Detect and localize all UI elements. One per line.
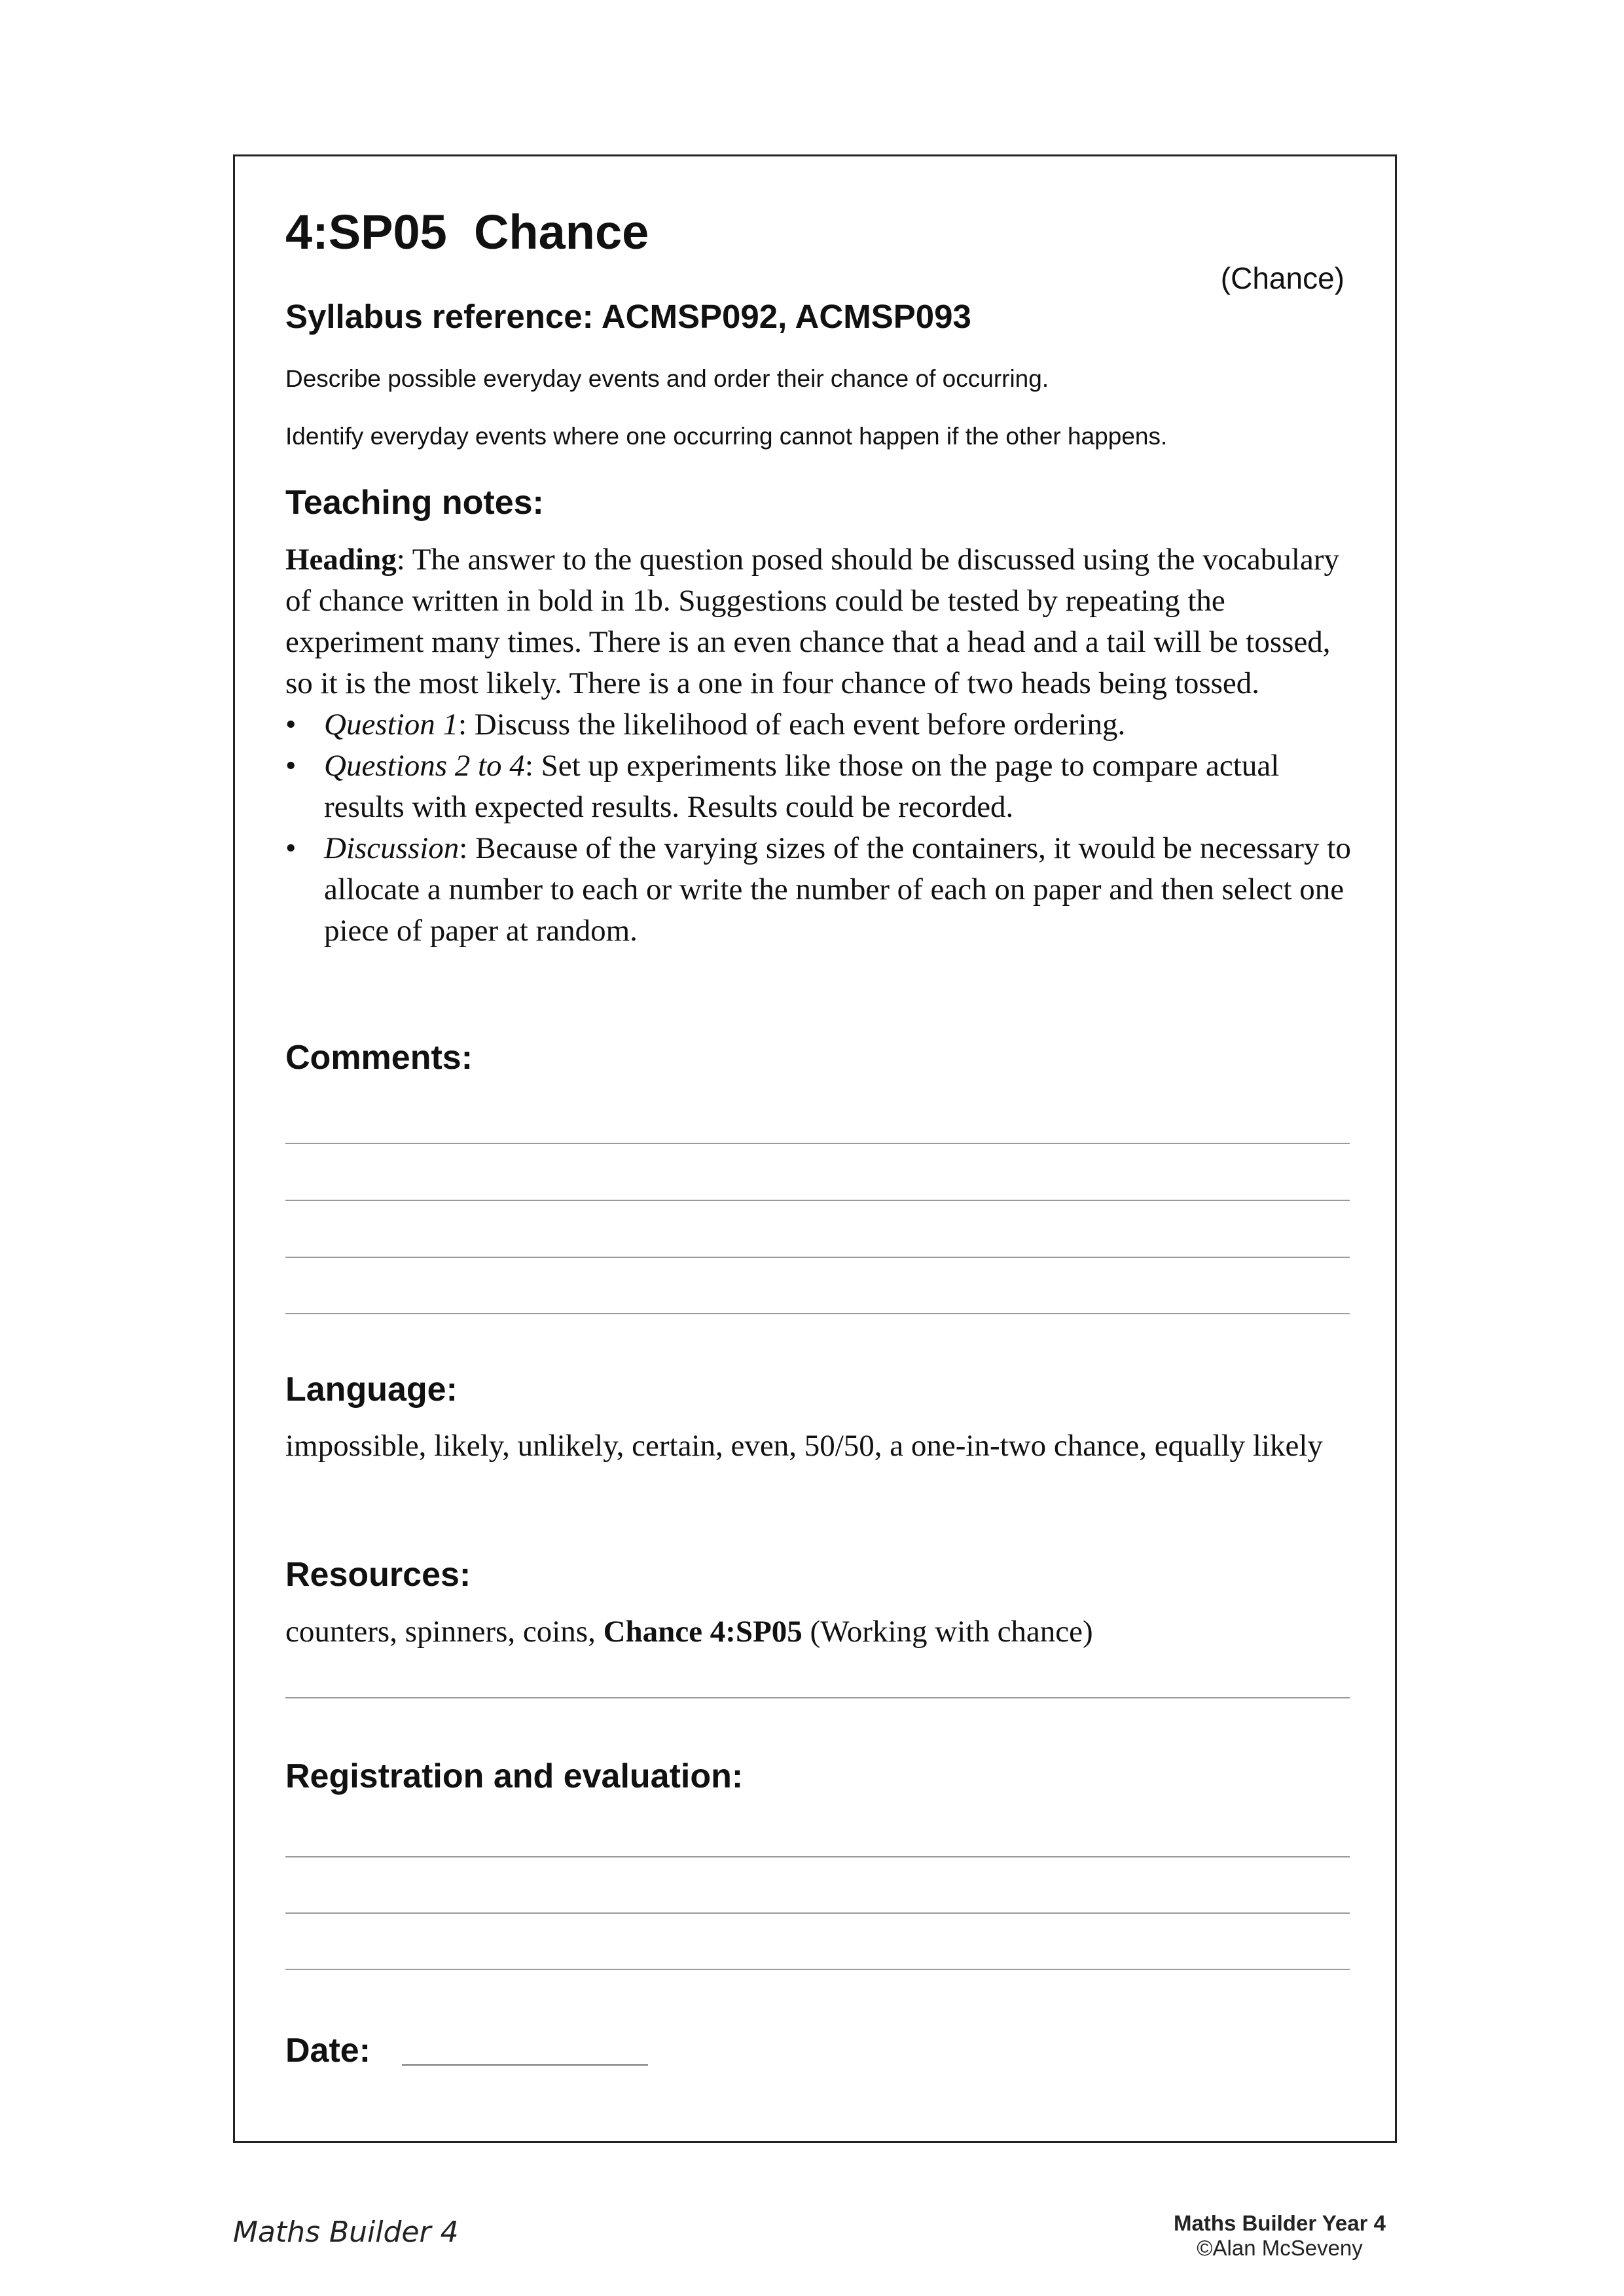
strand-label: (Chance): [1220, 261, 1344, 295]
list-item: [285, 828, 1365, 952]
resources-heading: Resources:: [285, 1556, 471, 1594]
outcome-text-2: Identify everyday events where one occurring cannot happen if the other happens.: [285, 423, 1168, 450]
bullet-text: : Discuss the likelihood of each event before ordering.: [458, 708, 1126, 742]
bullet-text: : Because of the varying sizes of the containers, it would be necessary to allocate a number to each or write the number of each on paper and then select one piece of paper at random.: [324, 831, 1351, 948]
bullet-text: : Set up experiments like those on the page to compare actual results with expected results. Results could be recorded.: [324, 749, 1280, 824]
registration-line: [285, 1912, 1350, 1914]
lead-term: Heading: [285, 543, 397, 577]
syllabus-reference: Syllabus reference: ACMSP092, ACMSP093: [285, 298, 971, 335]
language-text: impossible, likely, unlikely, certain, even, 50/50, a one-in-two chance, equally likely: [285, 1429, 1323, 1463]
bullet-icon: •: [285, 749, 297, 783]
date-label: Date:: [285, 2032, 371, 2070]
footer-credit: [1174, 2211, 1386, 2261]
footer-copyright: ©Alan McSeveny: [1197, 2236, 1363, 2260]
comments-line: [285, 1143, 1350, 1144]
bullet-term: Question 1: [324, 708, 458, 742]
teaching-notes-list: [285, 704, 1365, 952]
teaching-notes-heading: Teaching notes:: [285, 484, 544, 522]
teaching-notes-body: [285, 539, 1365, 952]
bullet-term: Discussion: [324, 831, 460, 865]
comments-heading: Comments:: [285, 1039, 473, 1077]
page-title: 4:SP05 Chance: [285, 205, 649, 259]
resources-line: [285, 1697, 1350, 1698]
lead-text: : The answer to the question posed should be discussed using the vocabulary of chance written in bold in 1b. Suggestions could be tested by repeating the experiment many times. There is an even chance that a head and a tail will be tossed, so it is the most likely. There is a one in four chance of two heads being tossed.: [285, 543, 1339, 700]
bullet-icon: •: [285, 708, 297, 742]
page-frame: [233, 154, 1397, 2143]
date-line: [402, 2064, 648, 2066]
teaching-notes-intro: [285, 539, 1365, 704]
footer-book-title: Maths Builder 4: [233, 2215, 459, 2249]
language-heading: Language:: [285, 1371, 458, 1408]
registration-heading: Registration and evaluation:: [285, 1757, 744, 1795]
footer-series-title: Maths Builder Year 4: [1173, 2211, 1386, 2235]
bullet-term: Questions 2 to 4: [324, 749, 525, 783]
resources-note: (Working with chance): [802, 1615, 1093, 1649]
resources-bold-ref: Chance 4:SP05: [603, 1615, 803, 1649]
registration-line: [285, 1856, 1350, 1857]
registration-line: [285, 1969, 1350, 1970]
comments-line: [285, 1313, 1350, 1314]
comments-line: [285, 1257, 1350, 1258]
list-item: [285, 704, 1365, 745]
list-item: [285, 745, 1365, 828]
bullet-icon: •: [285, 831, 297, 865]
comments-line: [285, 1200, 1350, 1201]
resources-list: counters, spinners, coins,: [285, 1615, 604, 1649]
outcome-text-1: Describe possible everyday events and order their chance of occurring.: [285, 365, 1049, 392]
resources-text: [285, 1611, 1365, 1653]
